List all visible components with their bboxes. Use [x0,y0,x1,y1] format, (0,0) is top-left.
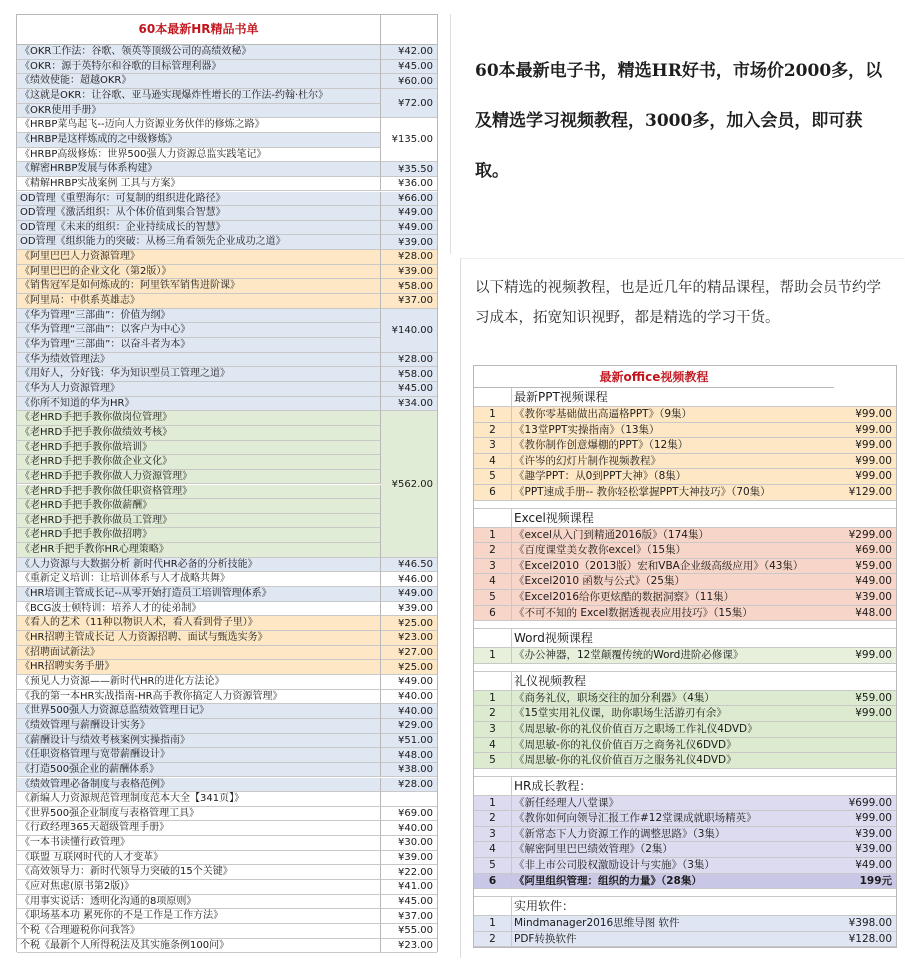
book-price-cell: ¥51.00 [381,734,437,749]
course-number: 5 [474,469,512,484]
course-number: 3 [474,438,512,453]
book-price-cell: ¥49.00 [381,206,437,221]
book-title-row: 《OKR：源于英特尔和谷歌的目标管理利器》 [17,60,381,75]
course-row [474,543,896,559]
course-row [474,469,896,485]
section-heading-label: 实用软件： [514,899,575,914]
book-price-cell: ¥40.00 [381,704,437,719]
book-price-cell: ¥55.00 [381,924,437,939]
section-gap [474,769,896,777]
card-intro-text: 以下精选的视频教程，也是近几年的精品课程，帮助会员节约学习成本，拓宽知识视野，都是精选的学习干货。 [475,280,881,326]
book-title-row: 《老HRD手把手教你做培训》 [17,441,381,456]
book-price-cell: ¥39.00 [381,265,437,280]
section-num-spacer [474,509,512,527]
course-row [474,559,896,575]
course-title: 《周思敏-你的礼仪价值百万之商务礼仪6DVD》 [514,738,737,751]
book-title-row: 《HRBP是这样炼成的之中级修炼》 [17,133,381,148]
course-row [474,454,896,470]
book-title-row: 《老HRD手把手教你做任职资格管理》 [17,485,381,500]
book-title-row: 《HR培训主管成长记--从零开始打造员工培训管理体系》 [17,587,381,602]
book-title-row: 《世界500强人力资源总监绩效管理日记》 [17,704,381,719]
course-row [474,407,896,423]
course-title: 《新任经理人八堂课》 [514,796,619,809]
book-title-row: 《老HRD手把手教你做薪酬》 [17,499,381,514]
book-title-row: 《老HRD手把手教你做招聘》 [17,528,381,543]
book-price-cell: ¥28.00 [381,250,437,265]
section-num-spacer [474,672,512,690]
book-price-cell: ¥25.00 [381,616,437,631]
book-title-row: OD管理《重塑海尔：可复制的组织进化路径》 [17,192,381,207]
video-course-card [460,258,905,958]
book-title-row: 《重新定义培训：让培训体系与人才战略共舞》 [17,572,381,587]
book-title-row: 《老HRD手把手教你做绩效考核》 [17,426,381,441]
course-title: 《教你如何向领导汇报工作#12堂课成就职场精英》 [514,812,757,825]
course-number: 4 [474,574,512,589]
course-price: ¥69.00 [855,544,892,557]
course-price: ¥99.00 [855,707,892,720]
book-title-row: 《阿里局：中供系英雄志》 [17,294,381,309]
course-number: 1 [474,528,512,543]
course-number: 4 [474,738,512,753]
course-row [474,932,896,948]
book-price-cell [381,792,437,807]
section-num-spacer [474,777,512,795]
course-row [474,606,896,622]
course-row [474,916,896,932]
book-title-row: 《老HRD手把手教你做人力资源管理》 [17,470,381,485]
course-row [474,706,896,722]
book-title-row: 《联盟 互联网时代的人才变革》 [17,851,381,866]
course-price: ¥48.00 [855,606,892,619]
course-price: ¥99.00 [855,812,892,825]
book-price-cell: ¥23.00 [381,631,437,646]
book-title-row: 《行政经理365天超级管理手册》 [17,821,381,836]
book-title-row: 《华为绩效管理法》 [17,353,381,368]
course-row [474,590,896,606]
book-price-cell: ¥36.00 [381,177,437,192]
book-price-cell: ¥28.00 [381,778,437,793]
book-price-cell: ¥22.00 [381,865,437,880]
course-price: ¥398.00 [848,917,892,930]
course-price: ¥39.00 [855,590,892,603]
course-number: 3 [474,559,512,574]
book-title-row: 《绩效管理与薪酬设计实务》 [17,719,381,734]
course-row [474,753,896,769]
course-price: ¥39.00 [855,827,892,840]
book-title-row: OD管理《组织能力的突破：从杨三角看领先企业成功之道》 [17,235,381,250]
course-number: 2 [474,932,512,947]
book-title-row: 《绩效使能：超越OKR》 [17,74,381,89]
course-price: ¥99.00 [855,470,892,483]
course-number: 1 [474,916,512,931]
course-number: 6 [474,485,512,500]
section-gap [474,889,896,897]
book-list-title-row [17,15,437,45]
course-number: 4 [474,454,512,469]
course-price: ¥99.00 [855,649,892,662]
book-title-row: 《华为管理“三部曲”：价值为纲》 [17,309,381,324]
course-section-heading [474,388,896,407]
section-heading-label: 礼仪视频教程 [514,673,587,688]
book-title-row: 《老HRD手把手教你做岗位管理》 [17,411,381,426]
course-number: 2 [474,706,512,721]
book-list-title: 60本最新HR精品书单 [17,15,381,44]
course-row [474,738,896,754]
course-number: 5 [474,753,512,768]
course-number: 2 [474,811,512,826]
book-price-cell: ¥28.00 [381,353,437,368]
book-price-cell: ¥29.00 [381,719,437,734]
book-price-cell: ¥41.00 [381,880,437,895]
book-title-row: OD管理《未来的组织：企业持续成长的智慧》 [17,221,381,236]
section-num-spacer [474,629,512,647]
course-title: 《13堂PPT实操指南》（13集） [514,423,660,436]
book-price-cell: ¥38.00 [381,763,437,778]
book-title-row: 《华为管理“三部曲”：以客户为中心》 [17,323,381,338]
book-title-row: 《招聘面试新法》 [17,646,381,661]
book-price-cell: ¥46.00 [381,572,437,587]
book-title-row: 《职场基本功 累死你的不是工作是工作方法》 [17,909,381,924]
book-price-cell: ¥34.00 [381,397,437,412]
course-price: ¥699.00 [848,796,892,809]
course-number: 1 [474,407,512,422]
section-heading-label: 最新PPT视频课程 [514,390,608,404]
course-title: 《教你制作创意爆棚的PPT》（12集） [514,439,689,452]
book-title-row: 《你所不知道的华为HR》 [17,397,381,412]
course-title: 《Excel2010（2013版）宏和VBA企业级高级应用》（43集） [514,559,804,572]
course-row [474,423,896,439]
course-price: ¥99.00 [855,454,892,467]
course-number: 1 [474,648,512,663]
section-gap [474,501,896,509]
course-row [474,485,896,501]
book-price-cell: ¥49.00 [381,675,437,690]
course-title: 《许岑的幻灯片制作视频教程》 [514,454,661,467]
book-title-row: 《绩效管理必备制度与表格范例》 [17,778,381,793]
course-title: 《非上市公司股权激励设计与实施》（3集） [514,859,715,872]
book-price-cell: ¥49.00 [381,587,437,602]
book-price-cell: ¥40.00 [381,690,437,705]
book-price-cell: ¥27.00 [381,646,437,661]
book-title-row: 《销售冠军是如何炼成的：阿里铁军销售进阶课》 [17,279,381,294]
course-title: 《周思敏-你的礼仪价值百万之服务礼仪4DVD》 [514,754,737,767]
course-row [474,528,896,544]
book-title-row: 《新编人力资源规范管理制度范本大全【341页】》 [17,792,381,807]
book-price-cell: ¥135.00 [381,118,437,162]
book-title-row: 《HR招聘主管成长记 人力资源招聘、面试与甄选实务》 [17,631,381,646]
course-price: ¥59.00 [855,559,892,572]
book-title-row: 《阿里巴巴的企业文化（第2版）》 [17,265,381,280]
course-price: ¥128.00 [848,932,892,945]
book-price-cell: ¥45.00 [381,382,437,397]
book-price-cell: ¥46.50 [381,558,437,573]
course-number: 2 [474,543,512,558]
course-number: 2 [474,423,512,438]
course-title: 《解密阿里巴巴绩效管理》（2集） [514,843,673,856]
course-title: 《Excel2016给你更炫酷的数据洞察》（11集） [514,590,735,603]
course-title: PDF转换软件 [514,932,577,945]
book-price-cell: ¥45.00 [381,895,437,910]
book-price-cell: ¥25.00 [381,660,437,675]
course-row [474,438,896,454]
hr-book-list [16,14,438,952]
section-num-spacer [474,388,512,406]
book-title-row: 《预见人力资源——新时代HR的进化方法论》 [17,675,381,690]
course-row [474,811,896,827]
course-title: 《周思敏-你的礼仪价值百万之职场工作礼仪4DVD》 [514,722,758,735]
book-price-cell: ¥49.00 [381,221,437,236]
book-price-cell: ¥23.00 [381,939,437,954]
course-price: ¥99.00 [855,439,892,452]
course-title: Mindmanager2016思维导图 软件 [514,917,680,930]
book-title-row: 《打造500强企业的薪酬体系》 [17,763,381,778]
book-title-row: 《老HR手把手教你HR心理策略》 [17,543,381,558]
course-section-heading [474,897,896,916]
course-row [474,858,896,874]
book-title-row: 《薪酬设计与绩效考核案例实操指南》 [17,734,381,749]
course-number: 3 [474,827,512,842]
book-price-cell: ¥39.00 [381,602,437,617]
course-price: ¥59.00 [855,691,892,704]
office-table-title: 最新office视频教程 [474,366,834,388]
course-row [474,574,896,590]
course-row [474,691,896,707]
book-title-row: 《用好人，分好钱：华为知识型员工管理之道》 [17,367,381,382]
book-title-row: 《解密HRBP发展与体系构建》 [17,162,381,177]
book-title-row: 《HRBP菜鸟起飞--迈向人力资源业务伙伴的修炼之路》 [17,118,381,133]
course-number: 1 [474,796,512,811]
course-number: 6 [474,874,512,889]
course-title: 《excel从入门到精通2016版》（174集） [514,528,709,541]
section-heading-label: Word视频课程 [514,631,593,646]
book-title-row: 《用事实说话：透明化沟通的8项原则》 [17,895,381,910]
book-title-row: 《应对焦虑(原书第2版)》 [17,880,381,895]
book-title-row: 《一本书读懂行政管理》 [17,836,381,851]
book-title-row: 《老HRD手把手教你做企业文化》 [17,455,381,470]
book-price-cell: ¥58.00 [381,367,437,382]
course-price: ¥49.00 [855,859,892,872]
book-title-row: 《精解HRBP实战案例 工具与方案》 [17,177,381,192]
course-title: 《新常态下人力资源工作的调整思路》（3集） [514,827,726,840]
course-price: ¥99.00 [855,408,892,420]
book-title-row: 《这就是OKR：让谷歌、亚马逊实现爆炸性增长的工作法-约翰·杜尔》 [17,89,381,104]
book-price-cell: ¥40.00 [381,821,437,836]
book-price-cell: ¥39.00 [381,235,437,250]
book-price-cell: ¥39.00 [381,851,437,866]
course-number: 1 [474,691,512,706]
course-title: 《PPT速成手册-- 教你轻松掌握PPT大神技巧》（70集） [514,485,771,498]
book-price-cell: ¥37.00 [381,294,437,309]
book-title-row: 《我的第一本HR实战指南-HR高手教你搞定人力资源管理》 [17,690,381,705]
book-title-row: 《HRBP高级修炼：世界500强人力资源总监实践笔记》 [17,148,381,163]
course-price: 199元 [859,874,892,887]
section-num-spacer [474,897,512,915]
book-title-row: 个税《最新个人所得税法及其实施条例100问》 [17,939,381,954]
book-price-cell: ¥30.00 [381,836,437,851]
course-price: ¥99.00 [855,423,892,436]
course-title: 《商务礼仪，职场交往的加分利器》（4集） [514,691,715,704]
course-price: ¥299.00 [848,528,892,541]
course-price: ¥39.00 [855,843,892,856]
book-title-row: OD管理《激活组织：从个体价值到集合智慧》 [17,206,381,221]
course-title: 《15堂实用礼仪课，助你职场生活游刃有余》 [514,707,727,720]
book-title-row: 《华为管理“三部曲”：以奋斗者为本》 [17,338,381,353]
book-title-row: 《BCG波士顿特训：培养人才的徒弟制》 [17,602,381,617]
book-price-cell: ¥48.00 [381,748,437,763]
course-price: ¥129.00 [848,485,892,498]
book-title-row: 《看人的艺术（11种以物识人术，看人看到骨子里）》 [17,616,381,631]
course-title: 《百度课堂美女教你excel》（15集） [514,544,687,557]
office-course-table [473,365,897,948]
book-price-cell: ¥562.00 [381,411,437,558]
course-row [474,842,896,858]
book-price-cell: ¥37.00 [381,909,437,924]
book-price-cell: ¥72.00 [381,89,437,118]
course-row [474,648,896,664]
course-section-heading [474,509,896,528]
book-title-row: 《华为人力资源管理》 [17,382,381,397]
book-price-cell: ¥42.00 [381,45,437,60]
course-section-heading [474,672,896,691]
course-price: ¥49.00 [855,575,892,588]
course-title: 《阿里组织管理：组织的力量》（28集） [514,874,702,887]
section-gap [474,621,896,629]
book-title-row: 《OKR使用手册》 [17,104,381,119]
course-section-heading [474,777,896,796]
course-number: 3 [474,722,512,737]
book-price-cell: ¥35.50 [381,162,437,177]
book-title-row: 《HR招聘实务手册》 [17,660,381,675]
promo-panel [450,14,905,254]
course-row [474,874,896,890]
book-title-row: 《任职资格管理与宽带薪酬设计》 [17,748,381,763]
book-title-row: 《人力资源与大数据分析 新时代HR必备的分析技能》 [17,558,381,573]
book-title-row: 个税《合理避税你问我答》 [17,924,381,939]
book-title-row: 《老HRD手把手教你做员工管理》 [17,514,381,529]
office-table-body [474,388,896,947]
course-section-heading [474,629,896,648]
section-heading-label: HR成长教程： [514,778,592,793]
book-title-row: 《阿里巴巴人力资源管理》 [17,250,381,265]
book-title-row: 《OKR工作法：谷歌、领英等顶级公司的高绩效秘》 [17,45,381,60]
course-title: 《办公神器，12堂颠覆传统的Word进阶必修课》 [514,649,744,662]
course-title: 《不可不知的 Excel数据透视表应用技巧》（15集） [514,606,753,619]
course-title: 《趣学PPT：从0到PPT大神》（8集） [514,470,687,483]
book-price-cell: ¥69.00 [381,807,437,822]
course-title: 《教你零基础做出高逼格PPT》（9集） [514,408,693,420]
course-row [474,827,896,843]
book-price-cell: ¥140.00 [381,309,437,353]
course-number: 4 [474,842,512,857]
course-number: 5 [474,858,512,873]
promo-text: 60本最新电子书，精选HR好书，市场价2000多，以及精选学习视频教程，3000多，加入会员，即可获取。 [475,61,883,181]
course-number: 5 [474,590,512,605]
book-price-cell: ¥58.00 [381,279,437,294]
book-price-cell: ¥45.00 [381,60,437,75]
course-row [474,796,896,812]
section-heading-label: Excel视频课程 [514,510,594,525]
book-price-cell: ¥66.00 [381,192,437,207]
section-gap [474,664,896,672]
book-title-row: 《高效领导力：新时代领导力突破的15个关键》 [17,865,381,880]
course-number: 6 [474,606,512,621]
book-price-cell: ¥60.00 [381,74,437,89]
book-title-row: 《世界500强企业制度与表格管理工具》 [17,807,381,822]
course-title: 《Excel2010 函数与公式》（25集） [514,575,685,588]
course-row [474,722,896,738]
